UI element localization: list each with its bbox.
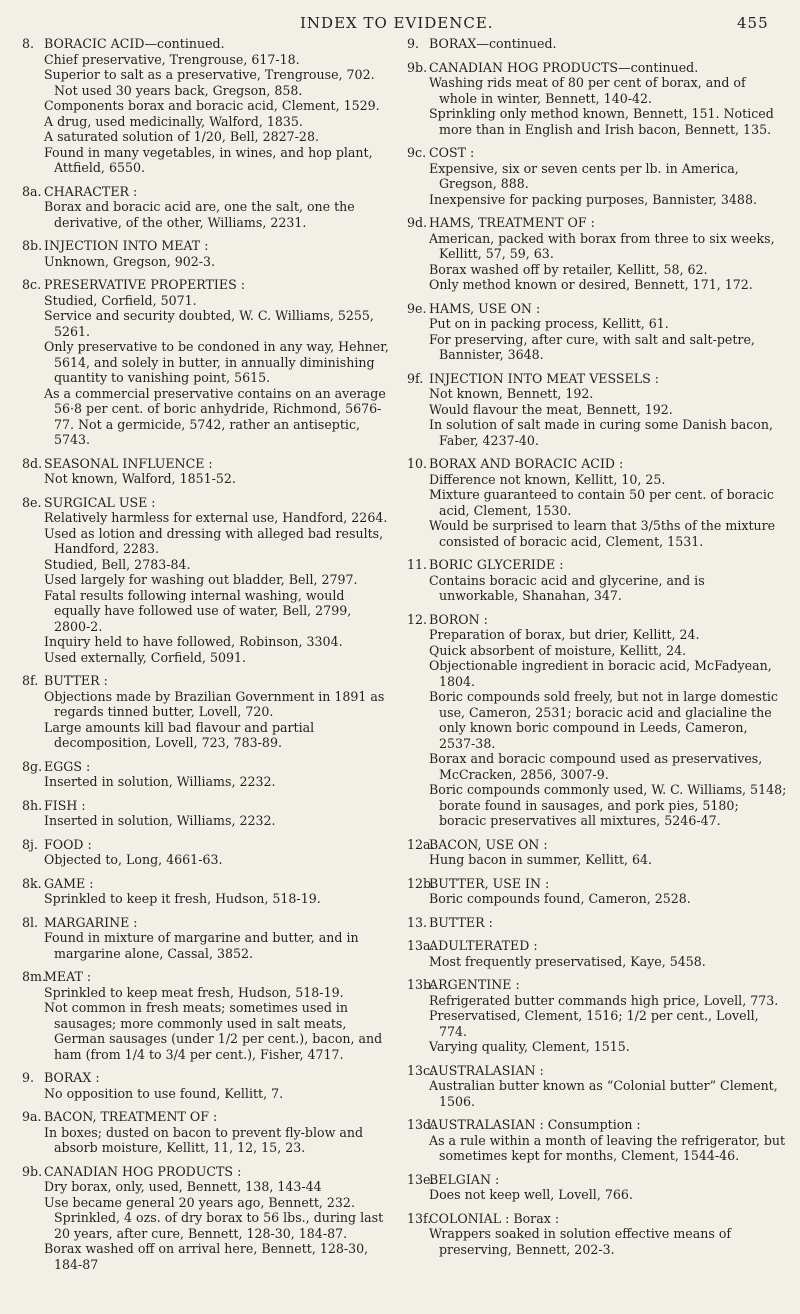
entry-heading bbox=[407, 1117, 787, 1133]
entry-title: SEASONAL INFLUENCE : bbox=[44, 455, 213, 471]
entry-body bbox=[407, 75, 787, 137]
entry-line: Objected to, Long, 4661-63. bbox=[44, 852, 223, 867]
entry-body bbox=[407, 891, 787, 907]
entry-heading bbox=[407, 301, 787, 317]
entry-heading bbox=[22, 837, 389, 853]
entry-number: 9f. bbox=[407, 370, 424, 386]
entry-number: 12b. bbox=[407, 875, 436, 891]
entry-body bbox=[22, 930, 389, 961]
entry-number: 9c. bbox=[407, 145, 427, 160]
entry-heading bbox=[407, 612, 787, 628]
entry-heading bbox=[407, 371, 787, 387]
entry-body bbox=[22, 510, 389, 665]
entry-line: Not known, Bennett, 192. bbox=[429, 386, 594, 401]
entry-number: 8b. bbox=[22, 238, 43, 253]
entry-number: 13c. bbox=[407, 1062, 435, 1078]
entry-heading bbox=[22, 1109, 389, 1125]
entry-line: Varying quality, Clement, 1515. bbox=[429, 1039, 630, 1054]
entry-body bbox=[407, 472, 787, 550]
entry-line: Refrigerated butter commands high price, Lovell, 773. bbox=[429, 992, 779, 1008]
entry-title: GAME : bbox=[44, 875, 94, 891]
entry-line: Objectionable ingredient in boracic acid, McFadyean, 1804. bbox=[429, 658, 772, 689]
entry-heading bbox=[22, 36, 389, 52]
entry-heading bbox=[22, 969, 389, 985]
entry-number: 8. bbox=[22, 36, 35, 51]
entry-title: MARGARINE : bbox=[44, 914, 138, 930]
entry-line: Sprinkled to keep it fresh, Hudson, 518-19. bbox=[44, 891, 321, 906]
entry-body bbox=[407, 386, 787, 448]
entry-heading bbox=[22, 495, 389, 511]
entry-heading bbox=[22, 798, 389, 814]
entry-line: Quick absorbent of moisture, Kellitt, 24. bbox=[429, 642, 687, 658]
entry-line: Use became general 20 years ago, Bennett, 232. Sprinkled, 4 ozs. of dry borax to 56 lbs., during last 20 years, after cure, Bennett, 128-30, 184-87. bbox=[44, 1194, 384, 1241]
entry-heading bbox=[407, 557, 787, 573]
entry-number: 8j. bbox=[22, 836, 38, 852]
entry-body bbox=[407, 231, 787, 293]
index-entry-9e bbox=[407, 301, 787, 363]
entry-title: ADULTERATED : bbox=[429, 938, 538, 953]
entry-line: No opposition to use found, Kellitt, 7. bbox=[44, 1085, 284, 1101]
entry-body bbox=[22, 199, 389, 230]
entry-title: ARGENTINE : bbox=[429, 977, 520, 992]
entry-title: BACON, USE ON : bbox=[429, 836, 548, 852]
entry-line: Expensive, six or seven cents per lb. in America, Gregson, 888. bbox=[429, 160, 739, 191]
entry-body bbox=[22, 852, 389, 868]
entry-title: BUTTER, USE IN : bbox=[429, 875, 550, 891]
entry-line: Studied, Bell, 2783-84. bbox=[44, 556, 191, 572]
right-column bbox=[407, 36, 787, 1265]
entry-body bbox=[22, 1179, 389, 1272]
index-entry-8e bbox=[22, 495, 389, 666]
entry-body bbox=[407, 316, 787, 363]
index-entry-8l bbox=[22, 915, 389, 962]
entry-title: AUSTRALASIAN : bbox=[429, 1062, 544, 1078]
entry-line: In boxes; dusted on bacon to prevent fly-blow and absorb moisture, Kellitt, 11, 12, 15, 23. bbox=[44, 1124, 364, 1155]
entry-number: 8e. bbox=[22, 494, 42, 510]
entry-body bbox=[407, 1078, 787, 1109]
index-entry-13 bbox=[407, 915, 787, 931]
entry-number: 9b. bbox=[22, 1163, 43, 1179]
entry-title: EGGS : bbox=[44, 758, 91, 774]
index-entry-10 bbox=[407, 456, 787, 549]
entry-line: Found in many vegetables, in wines, and hop plant, Attfield, 6550. bbox=[44, 144, 373, 175]
entry-title: BUTTER : bbox=[44, 673, 108, 688]
entry-line: A saturated solution of 1/20, Bell, 2827-28. bbox=[44, 129, 319, 144]
entry-line: Not common in fresh meats; sometimes used in sausages; more commonly used in salt meats, German sausages (under 1/2 per cent.), bacon, and ham (from 1/4 to 3/4 per cent.), Fisher, 4717. bbox=[44, 1000, 383, 1062]
entry-heading bbox=[22, 277, 389, 293]
entry-line: Hung bacon in summer, Kellitt, 64. bbox=[429, 852, 653, 867]
index-entry-11 bbox=[407, 557, 787, 604]
entry-title: BELGIAN : bbox=[429, 1171, 500, 1187]
index-entry-12 bbox=[407, 612, 787, 829]
entry-number: 8g. bbox=[22, 758, 43, 774]
entry-title: SURGICAL USE : bbox=[44, 494, 156, 510]
entry-body bbox=[22, 471, 389, 487]
entry-heading bbox=[407, 977, 787, 993]
entry-number: 9. bbox=[22, 1070, 35, 1085]
entry-number: 13d. bbox=[407, 1117, 436, 1132]
entry-line: American, packed with borax from three to six weeks, Kellitt, 57, 59, 63. bbox=[429, 230, 775, 261]
entry-line: Would be surprised to learn that 3/5ths of the mixture consisted of boracic acid, Clement, 1531. bbox=[429, 518, 776, 549]
entry-line: Boric compounds sold freely, but not in large domestic use, Cameron, 2531; boracic acid and glacialine the only known boric compound in Leeds, Cameron, 2537-38. bbox=[429, 689, 778, 751]
entry-title: BORIC GLYCERIDE : bbox=[429, 557, 564, 572]
entry-heading bbox=[407, 837, 787, 853]
entry-line: Wrappers soaked in solution effective means of preserving, Bennett, 202-3. bbox=[429, 1226, 732, 1257]
index-entry-8d bbox=[22, 456, 389, 487]
entry-line: Borax washed off by retailer, Kellitt, 58, 62. bbox=[429, 261, 708, 277]
entry-line: Does not keep well, Lovell, 766. bbox=[429, 1187, 633, 1202]
entry-line: Most frequently preservatised, Kaye, 5458. bbox=[429, 953, 706, 969]
entry-body bbox=[22, 813, 389, 829]
entry-number: 12a. bbox=[407, 836, 435, 852]
entry-number: 8d. bbox=[22, 455, 43, 471]
entry-title: FOOD : bbox=[44, 836, 92, 852]
entry-title: MEAT : bbox=[44, 969, 92, 984]
entry-number: 8h. bbox=[22, 797, 43, 813]
entry-number: 8k. bbox=[22, 875, 42, 891]
entry-line: Put on in packing process, Kellitt, 61. bbox=[429, 316, 669, 331]
entry-heading bbox=[22, 1070, 389, 1086]
entry-title: AUSTRALASIAN : Consumption : bbox=[429, 1117, 641, 1132]
entry-heading bbox=[22, 876, 389, 892]
entry-number: 8l. bbox=[22, 914, 39, 930]
entry-body bbox=[22, 1125, 389, 1156]
entry-heading bbox=[407, 938, 787, 954]
entry-line: Studied, Corfield, 5071. bbox=[44, 292, 197, 308]
index-entry-9c bbox=[407, 145, 787, 207]
entry-line: Preservatised, Clement, 1516; 1/2 per cent., Lovell, 774. bbox=[429, 1008, 759, 1039]
entry-title: HAMS, USE ON : bbox=[429, 300, 541, 316]
entry-heading bbox=[22, 1164, 389, 1180]
left-column bbox=[22, 36, 389, 1280]
entry-title: COLONIAL : Borax : bbox=[429, 1210, 560, 1226]
entry-body bbox=[22, 1086, 389, 1102]
entry-title: INJECTION INTO MEAT VESSELS : bbox=[429, 370, 659, 386]
entry-heading bbox=[407, 1211, 787, 1227]
entry-line: Would flavour the meat, Bennett, 192. bbox=[429, 401, 673, 417]
entry-line: Only preservative to be condoned in any way, Hehner, 5614, and solely in butter, in annually diminishing quantity to vanishing point, 5615. bbox=[44, 339, 389, 385]
index-entry-13e bbox=[407, 1172, 787, 1203]
entry-number: 9e. bbox=[407, 300, 427, 316]
entry-title: COST : bbox=[429, 145, 475, 160]
entry-line: Boric compounds found, Cameron, 2528. bbox=[429, 891, 691, 906]
entry-heading bbox=[22, 759, 389, 775]
index-entry-13c bbox=[407, 1063, 787, 1110]
entry-body bbox=[22, 891, 389, 907]
entry-title: PRESERVATIVE PROPERTIES : bbox=[44, 277, 245, 292]
entry-number: 9. bbox=[407, 36, 420, 51]
entry-number: 8c. bbox=[22, 277, 42, 292]
entry-line: Borax and boracic compound used as preservatives, McCracken, 2856, 3007-9. bbox=[429, 751, 763, 782]
entry-number: 10. bbox=[407, 456, 428, 471]
entry-line: Objections made by Brazilian Government in 1891 as regards tinned butter, Lovell, 720. bbox=[44, 688, 385, 719]
index-entry-8m bbox=[22, 969, 389, 1062]
entry-body bbox=[407, 573, 787, 604]
index-entry-12b bbox=[407, 876, 787, 907]
entry-line: For preserving, after cure, with salt and salt-petre, Bannister, 3648. bbox=[429, 331, 755, 362]
entry-number: 8a. bbox=[22, 183, 42, 199]
entry-heading bbox=[407, 60, 787, 76]
entry-body bbox=[407, 161, 787, 208]
index-entry-12a bbox=[407, 837, 787, 868]
running-title: INDEX TO EVIDENCE. bbox=[300, 14, 494, 32]
entry-number: 13f. bbox=[407, 1210, 432, 1226]
entry-number: 9a. bbox=[22, 1109, 42, 1124]
entry-line: Borax washed off on arrival here, Bennett, 128-30, 184-87 bbox=[44, 1241, 369, 1272]
entry-title: HAMS, TREATMENT OF : bbox=[429, 215, 595, 230]
entry-heading bbox=[407, 145, 787, 161]
entry-body bbox=[407, 1226, 787, 1257]
entry-line: Borax and boracic acid are, one the salt, one the derivative, of the other, Williams, 2231. bbox=[44, 199, 355, 230]
entry-title: CANADIAN HOG PRODUCTS : bbox=[44, 1163, 242, 1179]
entry-line: Not known, Walford, 1851-52. bbox=[44, 471, 236, 486]
entry-line: Relatively harmless for external use, Handford, 2264. bbox=[44, 510, 388, 525]
index-entry-13f bbox=[407, 1211, 787, 1258]
index-entry-9b bbox=[22, 1164, 389, 1273]
index-entry-8g bbox=[22, 759, 389, 790]
entry-heading bbox=[407, 1063, 787, 1079]
entry-heading bbox=[407, 36, 787, 52]
entry-number: 13b. bbox=[407, 977, 436, 992]
entry-line: Fatal results following internal washing, would equally have followed use of water, Bell, 2799, 2800-2. bbox=[44, 587, 352, 634]
entry-line: Components borax and boracic acid, Clement, 1529. bbox=[44, 98, 380, 113]
index-entry-8c bbox=[22, 277, 389, 448]
entry-line: Inserted in solution, Williams, 2232. bbox=[44, 813, 276, 828]
entry-line: Inexpensive for packing purposes, Bannister, 3488. bbox=[429, 191, 757, 207]
entry-number: 13e. bbox=[407, 1171, 435, 1187]
index-entry-13b bbox=[407, 977, 787, 1055]
entry-title: BORAX AND BORACIC ACID : bbox=[429, 456, 624, 471]
entry-body bbox=[407, 954, 787, 970]
entry-heading bbox=[407, 456, 787, 472]
entry-heading bbox=[22, 238, 389, 254]
entry-line: Preparation of borax, but drier, Kellitt, 24. bbox=[429, 627, 700, 642]
entry-heading bbox=[407, 1172, 787, 1188]
entry-heading bbox=[407, 876, 787, 892]
entry-line: Mixture guaranteed to contain 50 per cent. of boracic acid, Clement, 1530. bbox=[429, 487, 774, 518]
entry-line: Large amounts kill bad flavour and partial decomposition, Lovell, 723, 783-89. bbox=[44, 719, 315, 750]
entry-body bbox=[22, 52, 389, 176]
page-number: 455 bbox=[737, 14, 769, 32]
entry-line: Washing rids meat of 80 per cent of borax, and of whole in winter, Bennett, 140-42. bbox=[429, 75, 746, 106]
entry-number: 13. bbox=[407, 914, 428, 930]
entry-body bbox=[407, 627, 787, 829]
index-entry-8j bbox=[22, 837, 389, 868]
entry-number: 9b. bbox=[407, 59, 428, 75]
entry-body bbox=[407, 1133, 787, 1164]
index-entry-8b bbox=[22, 238, 389, 269]
entry-line: Australian butter known as “Colonial butter” Clement, 1506. bbox=[429, 1078, 778, 1109]
entry-body bbox=[407, 993, 787, 1055]
entry-heading bbox=[407, 215, 787, 231]
entry-line: Dry borax, only, used, Bennett, 138, 143-44 bbox=[44, 1179, 322, 1194]
entry-line: Sprinkling only method known, Bennett, 151. Noticed more than in English and Irish bacon, Bennett, 135. bbox=[429, 106, 774, 137]
entry-line: Superior to salt as a preservative, Trengrouse, 702. Not used 30 years back, Gregson, 858. bbox=[44, 67, 375, 98]
entry-title: BORAX : bbox=[44, 1070, 100, 1085]
entry-body bbox=[22, 254, 389, 270]
entry-line: Inserted in solution, Williams, 2232. bbox=[44, 774, 276, 789]
entry-title: INJECTION INTO MEAT : bbox=[44, 238, 209, 253]
page-header bbox=[0, 6, 800, 36]
entry-line: Only method known or desired, Bennett, 171, 172. bbox=[429, 277, 753, 292]
index-entry-8k bbox=[22, 876, 389, 907]
index-entry-9a bbox=[22, 1109, 389, 1156]
entry-number: 13a. bbox=[407, 938, 435, 953]
entry-line: Service and security doubted, W. C. Williams, 5255, 5261. bbox=[44, 308, 374, 339]
entry-title: BORACIC ACID—continued. bbox=[44, 36, 225, 51]
entry-line: Chief preservative, Trengrouse, 617-18. bbox=[44, 51, 300, 67]
entry-number: 12. bbox=[407, 611, 428, 627]
entry-body bbox=[22, 689, 389, 751]
entry-line: As a rule within a month of leaving the refrigerator, but sometimes kept for months, Clement, 1544-46. bbox=[429, 1132, 786, 1163]
entry-heading bbox=[22, 184, 389, 200]
index-entry-8a bbox=[22, 184, 389, 231]
entry-body bbox=[22, 774, 389, 790]
entry-title: CHARACTER : bbox=[44, 183, 138, 199]
entry-heading bbox=[22, 673, 389, 689]
entry-line: Used externally, Corfield, 5091. bbox=[44, 649, 247, 665]
entry-heading bbox=[407, 915, 787, 931]
entry-title: BUTTER : bbox=[429, 914, 493, 930]
entry-line: Difference not known, Kellitt, 10, 25. bbox=[429, 471, 666, 487]
index-entry-9f bbox=[407, 371, 787, 449]
entry-line: In solution of salt made in curing some Danish bacon, Faber, 4237-40. bbox=[429, 417, 773, 448]
entry-line: As a commercial preservative contains on an average 56·8 per cent. of boric anhydride, Richmond, 5676-77. Not a germicide, 5742, rather an antiseptic, 5743. bbox=[44, 385, 386, 447]
index-entry-8h bbox=[22, 798, 389, 829]
entry-title: BACON, TREATMENT OF : bbox=[44, 1109, 218, 1124]
entry-body bbox=[22, 985, 389, 1063]
index-entry-9 bbox=[22, 1070, 389, 1101]
entry-body bbox=[22, 293, 389, 448]
entry-title: CANADIAN HOG PRODUCTS—continued. bbox=[429, 59, 699, 75]
entry-line: Sprinkled to keep meat fresh, Hudson, 518-19. bbox=[44, 984, 344, 1000]
index-entry-8f bbox=[22, 673, 389, 751]
entry-number: 8f. bbox=[22, 673, 39, 688]
index-entry-13a bbox=[407, 938, 787, 969]
entry-title: BORON : bbox=[429, 611, 488, 627]
entry-line: Used largely for washing out bladder, Bell, 2797. bbox=[44, 572, 358, 587]
entry-line: Contains boracic acid and glycerine, and is unworkable, Shanahan, 347. bbox=[429, 572, 705, 603]
entry-heading bbox=[22, 456, 389, 472]
entry-number: 8m. bbox=[22, 969, 46, 984]
index-entry-13d bbox=[407, 1117, 787, 1164]
index-entry-9d bbox=[407, 215, 787, 293]
index-entry-8 bbox=[22, 36, 389, 176]
entry-line: Used as lotion and dressing with alleged bad results, Handford, 2283. bbox=[44, 525, 384, 556]
entry-body bbox=[407, 1187, 787, 1203]
entry-heading bbox=[22, 915, 389, 931]
entry-body bbox=[407, 852, 787, 868]
index-entry-9-cont bbox=[407, 36, 787, 52]
entry-line: Inquiry held to have followed, Robinson, 3304. bbox=[44, 634, 343, 649]
entry-line: Unknown, Gregson, 902-3. bbox=[44, 253, 216, 269]
entry-number: 9d. bbox=[407, 215, 428, 230]
index-entry-9b-cont bbox=[407, 60, 787, 138]
entry-number: 11. bbox=[407, 557, 428, 572]
entry-line: A drug, used medicinally, Walford, 1835. bbox=[44, 113, 303, 129]
entry-title: BORAX—continued. bbox=[429, 36, 557, 51]
entry-title: FISH : bbox=[44, 797, 86, 813]
entry-line: Boric compounds commonly used, W. C. Williams, 5148; borate found in sausages, and pork pies, 5180; boracic preservatives all mixtures, 5246-47. bbox=[429, 782, 787, 828]
entry-line: Found in mixture of margarine and butter, and in margarine alone, Cassal, 3852. bbox=[44, 930, 359, 961]
